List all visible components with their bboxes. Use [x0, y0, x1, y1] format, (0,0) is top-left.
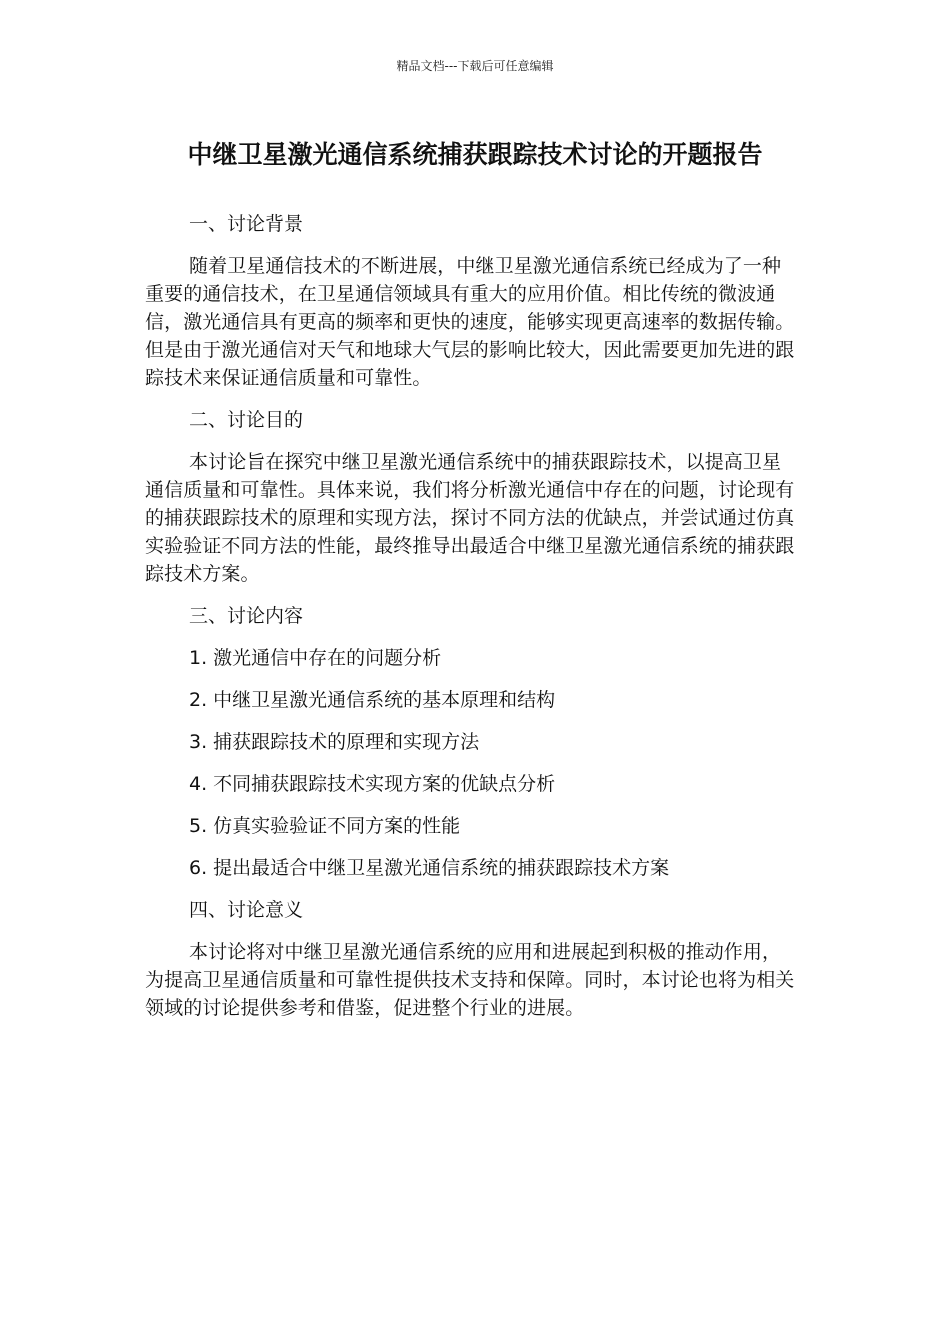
list-item: 1. 激光通信中存在的问题分析 [189, 647, 442, 669]
list-item: 3. 捕获跟踪技术的原理和实现方法 [189, 731, 480, 753]
list-item: 6. 提出最适合中继卫星激光通信系统的捕获跟踪技术方案 [189, 857, 670, 879]
section-paragraph-purpose: 本讨论旨在探究中继卫星激光通信系统中的捕获跟踪技术，以提高卫星通信质量和可靠性。具体来说，我们将分析激光通信中存在的问题，讨论现有的捕获跟踪技术的原理和实现方法，探讨不同方法的优缺点，并尝试通过仿真实验验证不同方法的性能，最终推导出最适合中继卫星激光通信系统的捕获跟踪技术方案。 [145, 451, 795, 585]
page-header: 精品文档---下载后可任意编辑 [396, 59, 554, 73]
section-paragraph-background: 随着卫星通信技术的不断进展，中继卫星激光通信系统已经成为了一种重要的通信技术，在卫星通信领域具有重大的应用价值。相比传统的微波通信，激光通信具有更高的频率和更快的速度，能够实现更高速率的数据传输。但是由于激光通信对天气和地球大气层的影响比较大，因此需要更加先进的跟踪技术来保证通信质量和可靠性。 [145, 255, 795, 389]
list-item: 4. 不同捕获跟踪技术实现方案的优缺点分析 [189, 773, 556, 795]
document-title: 中继卫星激光通信系统捕获跟踪技术讨论的开题报告 [187, 140, 763, 169]
section-heading-significance: 四、讨论意义 [189, 899, 304, 921]
section-paragraph-significance: 本讨论将对中继卫星激光通信系统的应用和进展起到积极的推动作用，为提高卫星通信质量和可靠性提供技术支持和保障。同时，本讨论也将为相关领域的讨论提供参考和借鉴，促进整个行业的进展。 [145, 941, 795, 1019]
document-body [145, 210, 795, 1036]
section-heading-background: 一、讨论背景 [189, 213, 304, 235]
content-list [145, 644, 795, 882]
section-heading-content: 三、讨论内容 [189, 605, 304, 627]
list-item: 2. 中继卫星激光通信系统的基本原理和结构 [189, 689, 556, 711]
list-item: 5. 仿真实验验证不同方案的性能 [189, 815, 461, 837]
section-heading-purpose: 二、讨论目的 [189, 409, 304, 431]
